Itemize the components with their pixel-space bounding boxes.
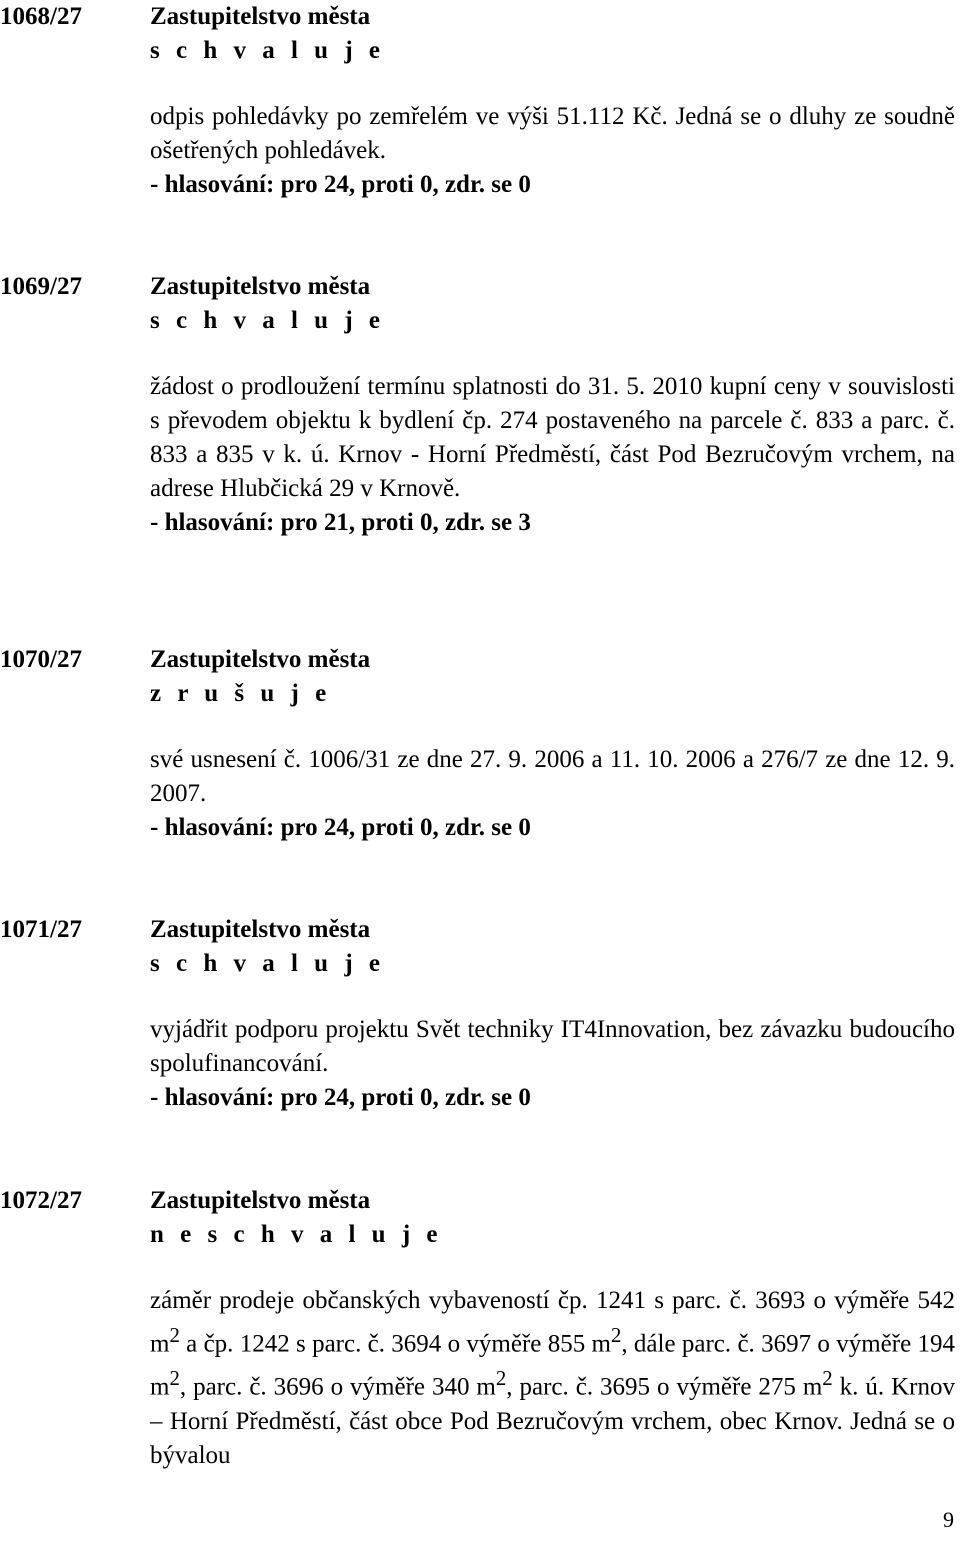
text-part: , dále parc. č. 3697 o výměře 194 m xyxy=(150,1330,955,1401)
resolution-verb: z r u š u j e xyxy=(150,680,332,707)
resolution-authority: Zastupitelstvo města xyxy=(150,3,371,30)
resolution-vote: - hlasování: pro 24, proti 0, zdr. se 0 xyxy=(150,814,531,841)
resolution-authority: Zastupitelstvo města xyxy=(150,1187,371,1214)
resolution-number: 1069/27 xyxy=(0,273,82,300)
resolution-body xyxy=(150,643,955,845)
superscript: 2 xyxy=(495,1366,507,1391)
resolution-vote: - hlasování: pro 24, proti 0, zdr. se 0 xyxy=(150,1084,531,1111)
resolution-text: své usnesení č. 1006/31 ze dne 27. 9. 2006 a 11. 10. 2006 a 276/7 ze dne 12. 9. 2007. xyxy=(150,746,955,807)
resolution-verb: n e s c h v a l u j e xyxy=(150,1221,443,1248)
resolution-authority: Zastupitelstvo města xyxy=(150,646,371,673)
resolution-authority: Zastupitelstvo města xyxy=(150,916,371,943)
superscript: 2 xyxy=(169,1366,180,1391)
resolution-verb: s c h v a l u j e xyxy=(150,37,385,64)
superscript: 2 xyxy=(610,1323,622,1347)
text-part: , parc. č. 3696 o výměře 340 m xyxy=(179,1373,496,1401)
resolution-authority: Zastupitelstvo města xyxy=(150,273,371,300)
page-number: 9 xyxy=(943,1507,954,1532)
resolution-number: 1071/27 xyxy=(0,916,82,943)
text-part: záměr prodeje občanských vybaveností čp. 1241 s parc. č. 3693 o výměře 542 m xyxy=(150,1287,955,1358)
resolution-text: žádost o prodloužení termínu splatnosti do 31. 5. 2010 kupní ceny v souvislosti s převodem objektu k bydlení čp. 274 postaveného na parcele č. 833 a parc. č. 833 a 835 v k. ú. Krnov - Horní Předměstí, část Pod Bezručovým vrchem, na adrese Hlubčická 29 v Krnově. xyxy=(150,373,955,502)
text-part: , parc. č. 3695 o výměře 275 m xyxy=(506,1373,823,1401)
resolution-text xyxy=(150,1284,955,1473)
text-part: a čp. 1242 s parc. č. 3694 o výměře 855 m xyxy=(179,1330,611,1358)
resolution-verb: s c h v a l u j e xyxy=(150,307,385,334)
resolution-number: 1070/27 xyxy=(0,646,82,673)
resolution-number: 1068/27 xyxy=(0,3,82,30)
resolution-verb: s c h v a l u j e xyxy=(150,950,385,977)
superscript: 2 xyxy=(169,1323,180,1347)
text-part: k. ú. Krnov – Horní Předměstí, část obce Pod Bezručovým vrchem, obec Krnov. Jedná se o bývalou xyxy=(150,1373,955,1469)
resolution-text: odpis pohledávky po zemřelém ve výši 51.112 Kč. Jedná se o dluhy ze soudně ošetřených pohledávek. xyxy=(150,103,955,164)
resolution-body xyxy=(150,0,955,202)
resolution-vote: - hlasování: pro 21, proti 0, zdr. se 3 xyxy=(150,509,531,536)
superscript: 2 xyxy=(822,1366,833,1391)
resolution-text: vyjádřit podporu projektu Svět techniky IT4Innovation, bez závazku budoucího spolufinancování. xyxy=(150,1016,955,1077)
resolution-vote: - hlasování: pro 24, proti 0, zdr. se 0 xyxy=(150,171,531,198)
resolution-number: 1072/27 xyxy=(0,1187,82,1214)
resolution-body xyxy=(150,270,955,540)
resolution-body xyxy=(150,913,955,1115)
resolution-body xyxy=(150,1184,955,1473)
